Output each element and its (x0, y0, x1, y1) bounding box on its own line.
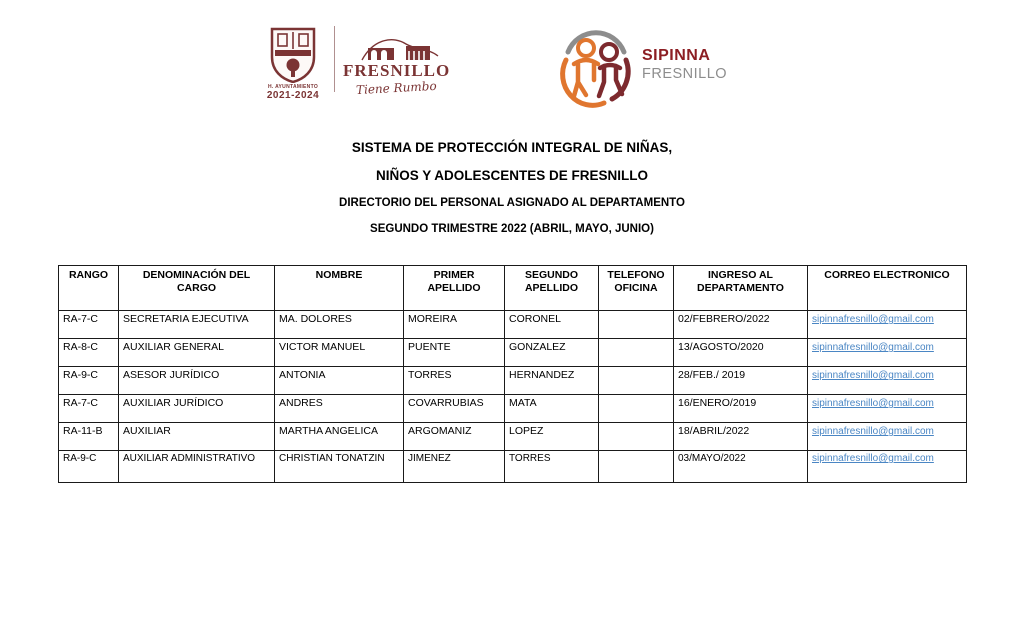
table-row (59, 451, 967, 483)
cell-2: SECRETARIA EJECUTIVA (119, 311, 275, 339)
email-cell (808, 395, 967, 423)
cell-1: RA-8-C (59, 339, 119, 367)
sipinna-text (642, 47, 727, 82)
cell-4: TORRES (404, 367, 505, 395)
ayuntamiento-label: H. AYUNTAMIENTO (267, 84, 319, 90)
title-line-4: SEGUNDO TRIMESTRE 2022 (ABRIL, MAYO, JUNIO) (370, 223, 654, 235)
cell-4: JIMENEZ (404, 451, 505, 483)
cell-2: ASESOR JURÍDICO (119, 367, 275, 395)
document-titles (0, 139, 1024, 247)
email-link[interactable]: sipinnafresnillo@gmail.com (812, 398, 934, 409)
cell-1: RA-7-C (59, 311, 119, 339)
cell-4: PUENTE (404, 339, 505, 367)
table-row (59, 367, 967, 395)
cell-2: AUXILIAR JURÍDICO (119, 395, 275, 423)
email-cell (808, 339, 967, 367)
email-link[interactable]: sipinnafresnillo@gmail.com (812, 314, 934, 325)
cell-3: MA. DOLORES (275, 311, 404, 339)
table-row (59, 339, 967, 367)
column-header-7: INGRESO AL DEPARTAMENTO (674, 266, 808, 311)
column-header-8: CORREO ELECTRONICO (808, 266, 967, 311)
email-link[interactable]: sipinnafresnillo@gmail.com (812, 426, 934, 437)
cell-1: RA-7-C (59, 395, 119, 423)
cell-6 (599, 423, 674, 451)
cell-1: RA-11-B (59, 423, 119, 451)
cell-7: 18/ABRIL/2022 (674, 423, 808, 451)
shield-icon (266, 27, 320, 83)
sipinna-subtitle: FRESNILLO (642, 65, 728, 82)
column-header-1: RANGO (59, 266, 119, 311)
logo-divider (334, 26, 335, 92)
cell-6 (599, 367, 674, 395)
cell-2: AUXILIAR ADMINISTRATIVO (119, 451, 275, 483)
cell-1: RA-9-C (59, 367, 119, 395)
fresnillo-tagline: Tiene Rumbo (355, 78, 438, 97)
cell-6 (599, 451, 674, 483)
ayuntamiento-logo (260, 26, 450, 102)
cell-4: ARGOMANIZ (404, 423, 505, 451)
table-row (59, 395, 967, 423)
column-header-6: TELEFONO OFICINA (599, 266, 674, 311)
email-link[interactable]: sipinnafresnillo@gmail.com (812, 370, 934, 381)
cell-3: ANTONIA (275, 367, 404, 395)
email-cell (808, 311, 967, 339)
personnel-table (58, 265, 967, 483)
fresnillo-wordmark (343, 36, 450, 95)
cell-4: MOREIRA (404, 311, 505, 339)
table-row (59, 311, 967, 339)
cell-7: 13/AGOSTO/2020 (674, 339, 808, 367)
cell-7: 02/FEBRERO/2022 (674, 311, 808, 339)
cell-6 (599, 339, 674, 367)
email-cell (808, 367, 967, 395)
aqueduct-icon (354, 36, 440, 62)
email-link[interactable]: sipinnafresnillo@gmail.com (812, 342, 934, 353)
sipinna-emblem-icon (556, 22, 636, 110)
sipinna-logo (556, 22, 727, 110)
column-header-4: PRIMER APELLIDO (404, 266, 505, 311)
title-line-2: NIÑOS Y ADOLESCENTES DE FRESNILLO (375, 168, 649, 183)
cell-4: COVARRUBIAS (404, 395, 505, 423)
table-header-row (59, 266, 967, 311)
cell-3: MARTHA ANGELICA (275, 423, 404, 451)
column-header-2: DENOMINACIÓN DEL CARGO (119, 266, 275, 311)
column-header-3: NOMBRE (275, 266, 404, 311)
email-cell (808, 451, 967, 483)
cell-5: HERNANDEZ (505, 367, 599, 395)
cell-7: 28/FEB./ 2019 (674, 367, 808, 395)
cell-3: VICTOR MANUEL (275, 339, 404, 367)
cell-6 (599, 395, 674, 423)
table-row (59, 423, 967, 451)
cell-7: 03/MAYO/2022 (674, 451, 808, 483)
coat-of-arms (260, 27, 326, 101)
email-link[interactable]: sipinnafresnillo@gmail.com (812, 453, 934, 464)
email-cell (808, 423, 967, 451)
fresnillo-logo-text: FRESNILLO (343, 60, 451, 80)
cell-6 (599, 311, 674, 339)
cell-5: MATA (505, 395, 599, 423)
cell-5: CORONEL (505, 311, 599, 339)
ayuntamiento-period: 2021-2024 (266, 90, 320, 101)
cell-5: TORRES (505, 451, 599, 483)
title-line-3: DIRECTORIO DEL PERSONAL ASIGNADO AL DEPARTAMENTO (339, 197, 685, 209)
cell-5: LOPEZ (505, 423, 599, 451)
cell-2: AUXILIAR (119, 423, 275, 451)
cell-2: AUXILIAR GENERAL (119, 339, 275, 367)
cell-5: GONZALEZ (505, 339, 599, 367)
cell-3: ANDRES (275, 395, 404, 423)
cell-1: RA-9-C (59, 451, 119, 483)
cell-7: 16/ENERO/2019 (674, 395, 808, 423)
column-header-5: SEGUNDO APELLIDO (505, 266, 599, 311)
sipinna-title: SIPINNA (642, 46, 711, 64)
title-line-1: SISTEMA DE PROTECCIÓN INTEGRAL DE NIÑAS, (351, 140, 673, 155)
cell-3: CHRISTIAN TONATZIN (275, 451, 404, 483)
